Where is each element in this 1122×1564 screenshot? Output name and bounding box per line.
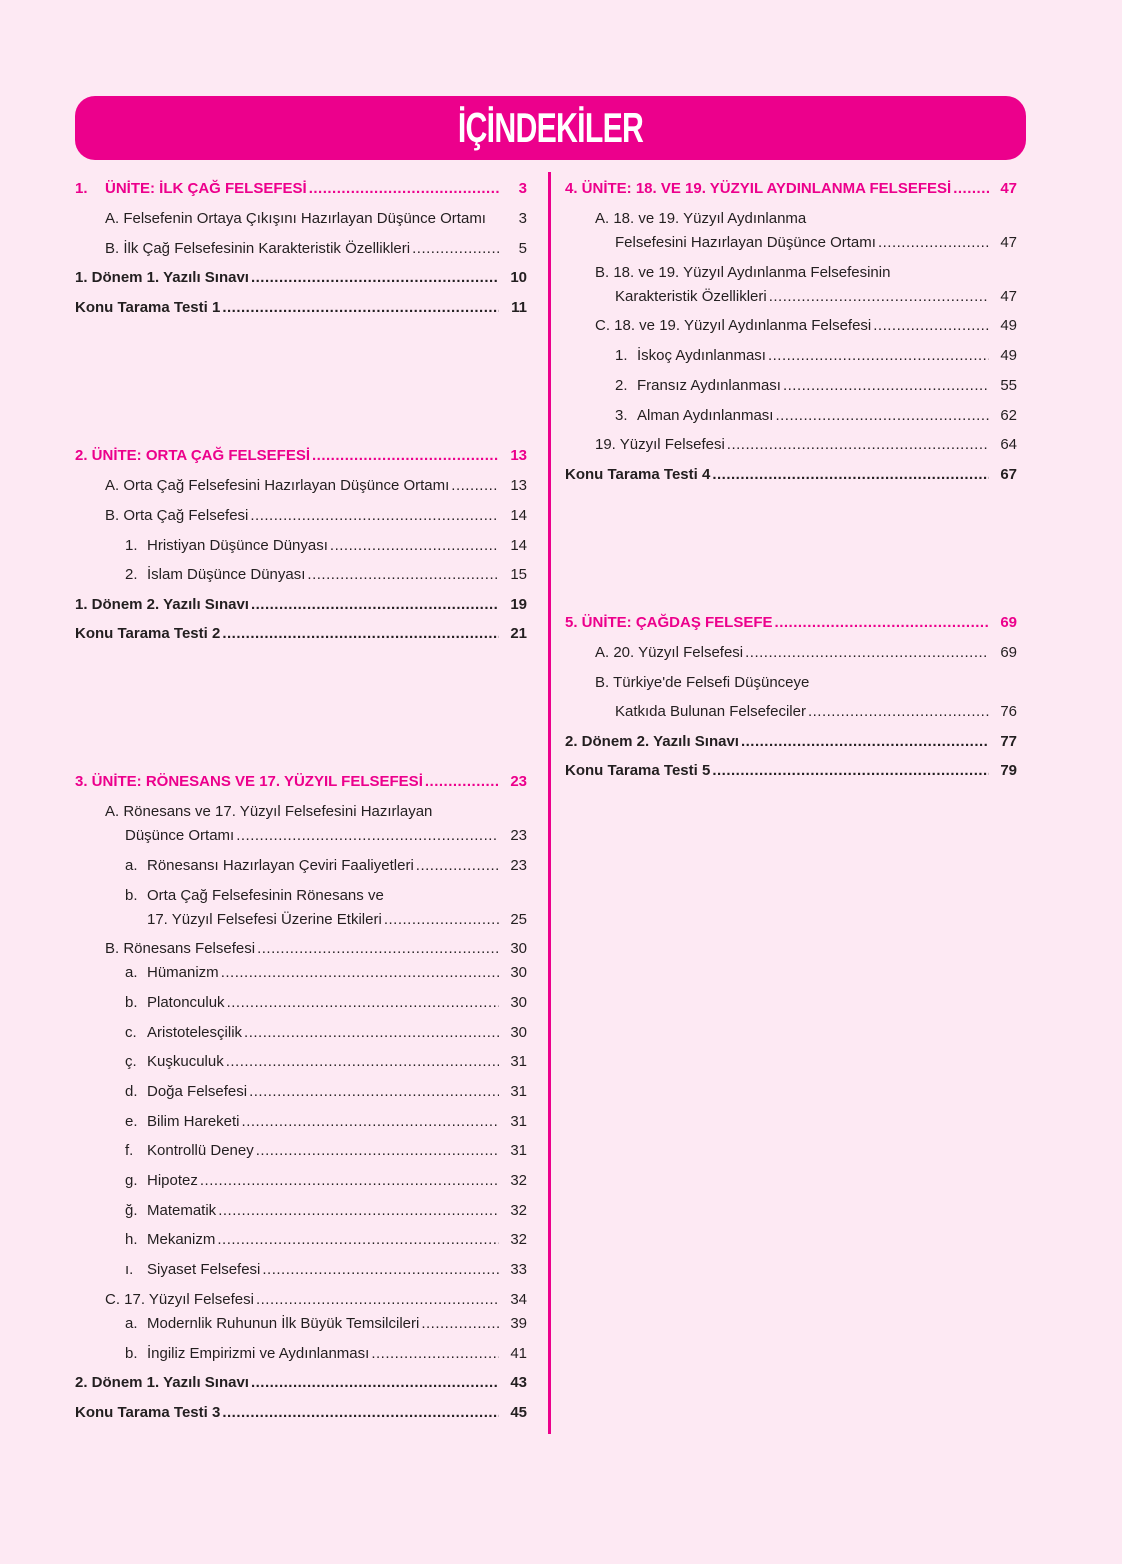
page-number: 79 — [1000, 762, 1017, 779]
page-number: 69 — [1000, 614, 1017, 631]
toc-entry[interactable] — [105, 210, 527, 228]
toc-entry[interactable] — [615, 347, 1017, 365]
dot-leader — [217, 1231, 499, 1249]
entry-title: B. 18. ve 19. Yüzyıl Aydınlanma Felsefesinin — [595, 264, 891, 281]
unit-heading[interactable] — [75, 447, 527, 465]
page-number: 23 — [510, 827, 527, 844]
entry-title: B. Türkiye'de Felsefi Düşünceye — [595, 674, 810, 691]
toc-entry[interactable] — [125, 537, 527, 555]
toc-entry[interactable] — [125, 1315, 527, 1333]
entry-title: Felsefesini Hazırlayan Düşünce Ortamı — [615, 234, 876, 251]
toc-entry[interactable] — [615, 407, 1017, 425]
entry-title: İskoç Aydınlanması — [637, 347, 766, 364]
toc-entry[interactable] — [125, 1202, 527, 1220]
page-number: 77 — [1000, 733, 1017, 750]
entry-title: Orta Çağ Felsefesinin Rönesans ve — [147, 887, 384, 904]
dot-leader — [218, 1202, 499, 1220]
toc-entry[interactable] — [75, 299, 527, 317]
dot-leader — [312, 447, 499, 465]
page-number: 47 — [1000, 288, 1017, 305]
dot-leader — [251, 596, 499, 614]
entry-title: A. Orta Çağ Felsefesini Hazırlayan Düşünce Ortamı — [105, 477, 450, 494]
dot-leader — [221, 964, 499, 982]
page-number: 55 — [1000, 377, 1017, 394]
page-number: 11 — [511, 299, 527, 316]
page-number: 33 — [510, 1261, 527, 1278]
page-number: 49 — [1000, 347, 1017, 364]
entry-number: b. — [125, 887, 138, 904]
dot-leader — [745, 644, 989, 662]
dot-leader — [257, 940, 499, 958]
entry-title: B. Orta Çağ Felsefesi — [105, 507, 249, 524]
toc-entry[interactable] — [125, 566, 527, 584]
unit-heading[interactable] — [75, 773, 527, 791]
page-number: 30 — [510, 994, 527, 1011]
entry-title: Hümanizm — [147, 964, 219, 981]
entry-title: A. 18. ve 19. Yüzyıl Aydınlanma — [595, 210, 807, 227]
page-number: 13 — [510, 477, 527, 494]
page-number: 62 — [1000, 407, 1017, 424]
entry-title: 19. Yüzyıl Felsefesi — [595, 436, 725, 453]
entry-title: C. 18. ve 19. Yüzyıl Aydınlanma Felsefesi — [595, 317, 872, 334]
dot-leader — [416, 857, 499, 875]
entry-title: Hipotez — [147, 1172, 198, 1189]
dot-leader — [309, 180, 499, 198]
toc-entry[interactable] — [595, 674, 1017, 692]
entry-title: Hristiyan Düşünce Dünyası — [147, 537, 328, 554]
entry-number: 1. — [615, 347, 628, 364]
entry-title: Kontrollü Deney — [147, 1142, 254, 1159]
entry-number: b. — [125, 994, 138, 1011]
page-number: 3 — [518, 210, 527, 227]
entry-title: Fransız Aydınlanması — [637, 377, 781, 394]
dot-leader — [226, 1053, 499, 1071]
toc-entry-continuation[interactable] — [615, 288, 1017, 306]
entry-title: C. 17. Yüzyıl Felsefesi — [105, 1291, 254, 1308]
dot-leader — [769, 288, 989, 306]
dot-leader — [242, 1113, 499, 1131]
entry-number: a. — [125, 964, 138, 981]
toc-entry[interactable] — [75, 269, 527, 287]
page-number: 32 — [510, 1202, 527, 1219]
dot-leader — [256, 1291, 499, 1309]
toc-entry[interactable] — [615, 377, 1017, 395]
entry-number: 1. — [75, 180, 88, 197]
page-number: 10 — [510, 269, 527, 286]
toc-entry[interactable] — [125, 1053, 527, 1071]
dot-leader — [249, 1083, 499, 1101]
dot-leader — [741, 733, 989, 751]
page-number: 32 — [510, 1231, 527, 1248]
dot-leader — [712, 466, 989, 484]
page-number: 39 — [510, 1315, 527, 1332]
entry-number: ç. — [125, 1053, 137, 1070]
entry-number: 2. — [125, 566, 138, 583]
dot-leader — [808, 703, 989, 721]
page-number: 31 — [510, 1142, 527, 1159]
page-number: 49 — [1000, 317, 1017, 334]
entry-title: Modernlik Ruhunun İlk Büyük Temsilcileri — [147, 1315, 420, 1332]
toc-entry[interactable] — [75, 1404, 527, 1422]
dot-leader — [222, 1404, 499, 1422]
dot-leader — [768, 347, 989, 365]
toc-entry[interactable] — [105, 507, 527, 525]
toc-entry[interactable] — [105, 803, 527, 821]
page-number: 23 — [510, 773, 527, 790]
entry-number: d. — [125, 1083, 138, 1100]
entry-title: Alman Aydınlanması — [637, 407, 774, 424]
entry-title: Bilim Hareketi — [147, 1113, 240, 1130]
entry-title: A. Rönesans ve 17. Yüzyıl Felsefesini Hazırlayan — [105, 803, 433, 820]
entry-title: Konu Tarama Testi 5 — [565, 762, 711, 779]
page-number: 76 — [1000, 703, 1017, 720]
entry-title: 2. ÜNİTE: ORTA ÇAĞ FELSEFESİ — [75, 447, 311, 464]
page-number: 14 — [510, 507, 527, 524]
dot-leader — [307, 566, 499, 584]
column-divider — [548, 172, 551, 1434]
toc-entry[interactable] — [595, 210, 1017, 228]
toc-entry[interactable] — [75, 1374, 527, 1392]
entry-number: h. — [125, 1231, 138, 1248]
entry-number: ğ. — [125, 1202, 138, 1219]
entry-title: Siyaset Felsefesi — [147, 1261, 261, 1278]
dot-leader — [200, 1172, 499, 1190]
toc-entry[interactable] — [595, 436, 1017, 454]
page-number: 25 — [510, 911, 527, 928]
page-number: 13 — [510, 447, 527, 464]
entry-title: Karakteristik Özellikleri — [615, 288, 767, 305]
dot-leader — [227, 994, 499, 1012]
page-number: 47 — [1000, 180, 1017, 197]
entry-number: a. — [125, 1315, 138, 1332]
dot-leader — [256, 1142, 499, 1160]
toc-entry[interactable] — [125, 1024, 527, 1042]
toc-entry[interactable] — [125, 1231, 527, 1249]
entry-number: 3. — [615, 407, 628, 424]
entry-title: 4. ÜNİTE: 18. VE 19. YÜZYIL AYDINLANMA FELSEFESİ — [565, 180, 952, 197]
dot-leader — [775, 614, 989, 632]
dot-leader — [222, 299, 499, 317]
entry-title: Kuşkuculuk — [147, 1053, 224, 1070]
dot-leader — [953, 180, 989, 198]
entry-title: Doğa Felsefesi — [147, 1083, 248, 1100]
entry-title: A. 20. Yüzyıl Felsefesi — [595, 644, 744, 661]
page-number: 64 — [1000, 436, 1017, 453]
entry-title: B. Rönesans Felsefesi — [105, 940, 256, 957]
dot-leader — [330, 537, 499, 555]
title-banner — [75, 96, 1026, 160]
entry-title: Konu Tarama Testi 1 — [75, 299, 221, 316]
page-number: 47 — [1000, 234, 1017, 251]
entry-title: A. Felsefenin Ortaya Çıkışını Hazırlayan Düşünce Ortamı — [105, 210, 486, 227]
page-number: 31 — [510, 1113, 527, 1130]
entry-title: 5. ÜNİTE: ÇAĞDAŞ FELSEFE — [565, 614, 773, 631]
toc-entry[interactable] — [595, 317, 1017, 335]
page-number: 30 — [510, 1024, 527, 1041]
entry-number: 1. — [125, 537, 138, 554]
page-number: 23 — [510, 857, 527, 874]
page-number: 21 — [510, 625, 527, 642]
toc-entry[interactable] — [125, 1083, 527, 1101]
dot-leader — [244, 1024, 499, 1042]
dot-leader — [425, 773, 499, 791]
page-number: 69 — [1000, 644, 1017, 661]
entry-title: B. İlk Çağ Felsefesinin Karakteristik Özellikleri — [105, 240, 411, 257]
entry-number: a. — [125, 857, 138, 874]
page-number: 30 — [510, 940, 527, 957]
dot-leader — [371, 1345, 499, 1363]
entry-title: Rönesansı Hazırlayan Çeviri Faaliyetleri — [147, 857, 414, 874]
entry-title: Platonculuk — [147, 994, 225, 1011]
toc-entry[interactable] — [125, 1345, 527, 1363]
toc-entry[interactable] — [565, 762, 1017, 780]
entry-number: c. — [125, 1024, 137, 1041]
dot-leader — [412, 240, 499, 258]
dot-leader — [384, 911, 499, 929]
dot-leader — [451, 477, 499, 495]
toc-entry[interactable] — [125, 887, 527, 905]
toc-entry[interactable] — [125, 1172, 527, 1190]
toc-entry-continuation[interactable] — [615, 234, 1017, 252]
entry-title: ÜNİTE: İLK ÇAĞ FELSEFESİ — [105, 180, 307, 197]
page-number: 5 — [518, 240, 527, 257]
toc-entry[interactable] — [75, 596, 527, 614]
page-number: 3 — [518, 180, 527, 197]
entry-number: b. — [125, 1345, 138, 1362]
page-number: 14 — [510, 537, 527, 554]
dot-leader — [783, 377, 989, 395]
toc-entry[interactable] — [105, 477, 527, 495]
entry-title: 1. Dönem 2. Yazılı Sınavı — [75, 596, 249, 613]
entry-number: e. — [125, 1113, 138, 1130]
entry-title: 2. Dönem 2. Yazılı Sınavı — [565, 733, 739, 750]
dot-leader — [775, 407, 989, 425]
dot-leader — [421, 1315, 499, 1333]
page-number: 31 — [510, 1053, 527, 1070]
entry-title: Katkıda Bulunan Felsefeciler — [615, 703, 806, 720]
dot-leader — [878, 234, 989, 252]
page-number: 41 — [510, 1345, 527, 1362]
entry-title: Konu Tarama Testi 3 — [75, 1404, 221, 1421]
entry-number: g. — [125, 1172, 138, 1189]
toc-entry[interactable] — [125, 964, 527, 982]
page-title: İÇİNDEKİLER — [457, 104, 644, 151]
toc-entry[interactable] — [105, 1291, 527, 1309]
page-number: 43 — [510, 1374, 527, 1391]
toc-entry[interactable] — [105, 940, 527, 958]
toc-entry-continuation[interactable] — [125, 827, 527, 845]
entry-title: Konu Tarama Testi 4 — [565, 466, 711, 483]
dot-leader — [712, 762, 989, 780]
entry-title: 3. ÜNİTE: RÖNESANS VE 17. YÜZYIL FELSEFESİ — [75, 773, 423, 790]
dot-leader — [251, 269, 499, 287]
page-number: 34 — [510, 1291, 527, 1308]
entry-title: 17. Yüzyıl Felsefesi Üzerine Etkileri — [147, 911, 382, 928]
unit-heading[interactable] — [75, 180, 527, 198]
unit-heading[interactable] — [565, 180, 1017, 198]
page-number: 15 — [510, 566, 527, 583]
toc-entry[interactable] — [125, 1142, 527, 1160]
entry-title: 1. Dönem 1. Yazılı Sınavı — [75, 269, 249, 286]
page-number: 67 — [1000, 466, 1017, 483]
dot-leader — [262, 1261, 499, 1279]
entry-title: 2. Dönem 1. Yazılı Sınavı — [75, 1374, 249, 1391]
toc-entry[interactable] — [595, 644, 1017, 662]
toc-entry-continuation[interactable] — [147, 911, 527, 929]
entry-title: Konu Tarama Testi 2 — [75, 625, 221, 642]
toc-entry[interactable] — [595, 264, 1017, 282]
toc-entry[interactable] — [125, 994, 527, 1012]
toc-entry[interactable] — [75, 625, 527, 643]
entry-number: ı. — [125, 1261, 134, 1278]
dot-leader — [222, 625, 499, 643]
toc-entry[interactable] — [125, 857, 527, 875]
entry-number: 2. — [615, 377, 628, 394]
entry-title: Düşünce Ortamı — [125, 827, 235, 844]
entry-title: Aristotelesçilik — [147, 1024, 243, 1041]
entry-title: Matematik — [147, 1202, 217, 1219]
toc-entry[interactable] — [125, 1113, 527, 1131]
page-number: 30 — [510, 964, 527, 981]
dot-leader — [873, 317, 989, 335]
entry-title: Mekanizm — [147, 1231, 216, 1248]
entry-number: f. — [125, 1142, 134, 1159]
page-number: 19 — [510, 596, 527, 613]
toc-entry[interactable] — [105, 240, 527, 258]
page-number: 31 — [510, 1083, 527, 1100]
entry-title: İslam Düşünce Dünyası — [147, 566, 306, 583]
dot-leader — [250, 507, 499, 525]
toc-entry[interactable] — [565, 466, 1017, 484]
toc-entry-continuation[interactable] — [615, 703, 1017, 721]
page-number: 45 — [510, 1404, 527, 1421]
dot-leader — [236, 827, 499, 845]
dot-leader — [251, 1374, 499, 1392]
unit-heading[interactable] — [565, 614, 1017, 632]
page-number: 32 — [510, 1172, 527, 1189]
entry-title: İngiliz Empirizmi ve Aydınlanması — [147, 1345, 370, 1362]
toc-entry[interactable] — [565, 733, 1017, 751]
toc-entry[interactable] — [125, 1261, 527, 1279]
dot-leader — [727, 436, 989, 454]
